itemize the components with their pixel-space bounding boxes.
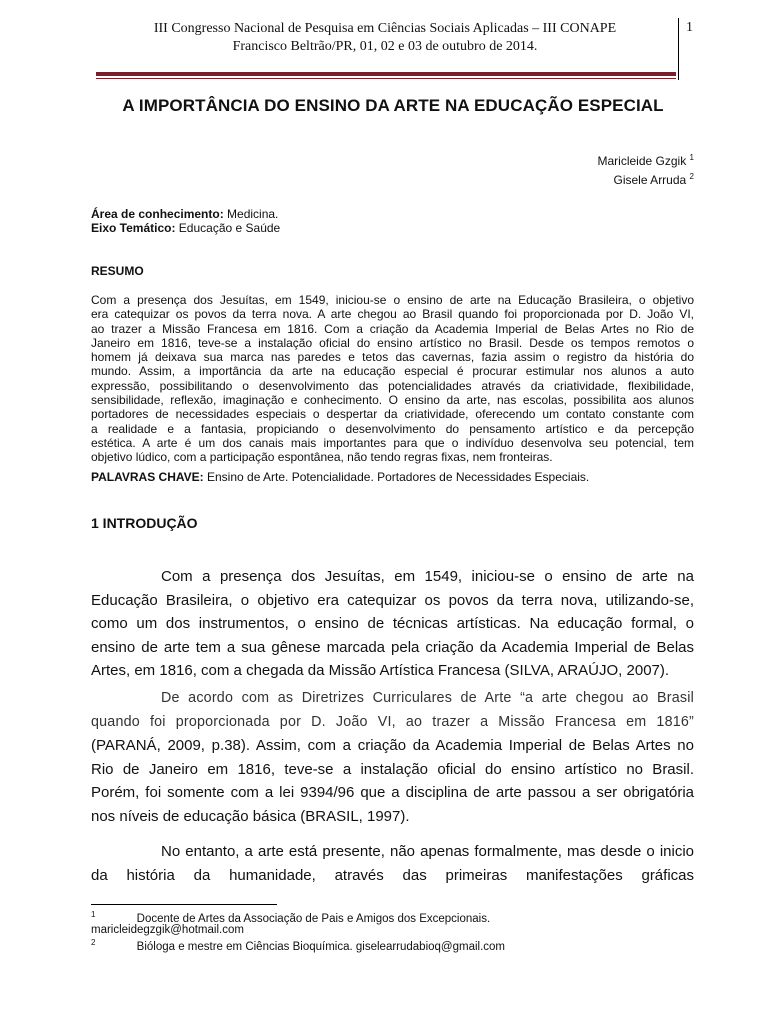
footnote-mark: 2 bbox=[91, 938, 96, 947]
footnote-rule bbox=[91, 904, 277, 905]
intro-paragraph-2 bbox=[91, 687, 694, 829]
footnote-text: Bióloga e mestre em Ciências Bioquímica. giselearrudabioq@gmail.com bbox=[136, 940, 505, 953]
header-rule-thin bbox=[96, 78, 676, 79]
author-list bbox=[598, 150, 695, 188]
conference-name: III Congresso Nacional de Pesquisa em Ciências Sociais Aplicadas – III CONAPE bbox=[153, 21, 617, 36]
area-value: Medicina. bbox=[223, 207, 279, 221]
abstract-line: mundo. Assim, a importância da arte na educação especial é procurar estimular nos alunos a auto bbox=[91, 364, 694, 379]
body-line: Artes, em 1816, com a chegada da Missão Artística Francesa (SILVA, ARAÚJO, 2007). bbox=[91, 662, 670, 680]
author-ref: 2 bbox=[689, 172, 694, 181]
conference-location-date: Francisco Beltrão/PR, 01, 02 e 03 de outubro de 2014. bbox=[232, 39, 538, 54]
body-line: Com a presença dos Jesuítas, em 1549, iniciou-se o ensino de arte na bbox=[161, 568, 694, 585]
abstract-line: homem já deixava sua marca nas paredes e tetos das cavernas, fazia assim o registro da história do bbox=[91, 350, 694, 365]
author-2 bbox=[598, 169, 695, 188]
body-line: da história da humanidade, através das primeiras manifestações gráficas bbox=[91, 866, 694, 884]
author-name: Gisele Arruda bbox=[613, 173, 687, 187]
abstract-line: Com a presença dos Jesuítas, em 1549, iniciou-se o ensino de arte na Educação Brasileira, o objetivo bbox=[91, 293, 694, 307]
body-line: De acordo com as Diretrizes Curriculares de Arte “a arte chegou ao Brasil bbox=[161, 690, 694, 706]
abstract-line: estética. A arte é um dos canais mais importantes para que o indivíduo desenvolva seu potencial, tem bbox=[91, 435, 694, 450]
abstract-line: expressão, possibilitando o desenvolvimento das potencialidades através da criatividade, flexibilidade, bbox=[91, 378, 694, 393]
abstract-line: ao trazer a Missão Francesa em 1816. Com a criação da Academia Imperial de Belas Artes no Rio de bbox=[91, 321, 694, 336]
body-line: No entanto, a arte está presente, não apenas formalmente, mas desde o inicio bbox=[161, 843, 694, 860]
paper-meta bbox=[91, 207, 280, 235]
abstract-line: a realidade e a fantasia, propiciando o desenvolvimento do pensamento artístico e da percepção bbox=[91, 421, 694, 436]
abstract-body bbox=[91, 293, 694, 465]
conference-header bbox=[100, 20, 670, 56]
body-line: Porém, foi somente com a lei 9394/96 que a disciplina de arte passou a ser obrigatória bbox=[91, 784, 694, 802]
footnote-2 bbox=[91, 936, 505, 954]
author-1 bbox=[598, 150, 695, 169]
body-line: ensino de arte tem a sua gênese marcada pela criação da Academia Imperial de Belas bbox=[91, 638, 694, 656]
body-line: quando foi proporcionada por D. João VI, ao trazer a Missão Francesa em 1816” bbox=[91, 713, 694, 730]
intro-paragraph-1 bbox=[91, 565, 694, 683]
body-line: Rio de Janeiro em 1816, teve-se a instalação oficial do ensino artístico no Brasil. bbox=[91, 760, 694, 778]
paper-title: A IMPORTÂNCIA DO ENSINO DA ARTE NA EDUCAÇÃO ESPECIAL bbox=[122, 96, 664, 115]
header-rule-thick bbox=[96, 72, 676, 76]
body-line: nos níveis de educação básica (BRASIL, 1997). bbox=[91, 807, 410, 825]
area-label: Área de conhecimento: bbox=[91, 207, 224, 221]
abstract-line: Janeiro em 1816, teve-se a instalação oficial do ensino artístico no Brasil. Desde os tempos remotos o bbox=[91, 335, 694, 350]
keywords-label: PALAVRAS CHAVE: bbox=[91, 470, 204, 484]
abstract-line: era catequizar os povos da terra nova. A arte chegou ao Brasil quando foi proporcionada por D. João VI, bbox=[91, 307, 694, 322]
intro-paragraph-3 bbox=[91, 840, 694, 887]
abstract-line: sensibilidade, reflexão, imaginação e conhecimento. O ensino da arte, nas escolas, possibilita aos alunos bbox=[91, 393, 694, 408]
keywords-value: Ensino de Arte. Potencialidade. Portadores de Necessidades Especiais. bbox=[203, 470, 590, 484]
body-line: Educação Brasileira, o objetivo era catequizar os povos da terra nova, utilizando-se, bbox=[91, 591, 694, 609]
abstract-line: objetivo lúdico, com a participação espontânea, não tendo regras fixas, nem fronteiras. bbox=[91, 450, 553, 465]
header-vertical-divider bbox=[678, 18, 679, 80]
eixo-label: Eixo Temático: bbox=[91, 221, 176, 235]
footnote-mark: 1 bbox=[91, 910, 96, 919]
page-number: 1 bbox=[686, 20, 693, 35]
footnote-text: Docente de Artes da Associação de Pais e Amigos dos Excepcionais. bbox=[136, 912, 491, 925]
abstract-line: portadores de necessidades especiais o despertar da criatividade, oferecendo um contato constante com bbox=[91, 407, 694, 422]
body-line: como um dos instrumentos, o ensino de técnicas artísticas. Na educação formal, o bbox=[91, 615, 694, 633]
author-ref: 1 bbox=[689, 153, 694, 162]
keywords bbox=[91, 470, 589, 484]
section-heading: 1 INTRODUÇÃO bbox=[91, 515, 198, 531]
resumo-heading: RESUMO bbox=[91, 264, 144, 278]
eixo-value: Educação e Saúde bbox=[175, 221, 281, 235]
footnote-1-email: maricleidegzgik@hotmail.com bbox=[91, 924, 244, 936]
author-name: Maricleide Gzgik bbox=[597, 154, 687, 168]
body-line: (PARANÁ, 2009, p.38). Assim, com a criação da Academia Imperial de Belas Artes no bbox=[91, 737, 694, 755]
